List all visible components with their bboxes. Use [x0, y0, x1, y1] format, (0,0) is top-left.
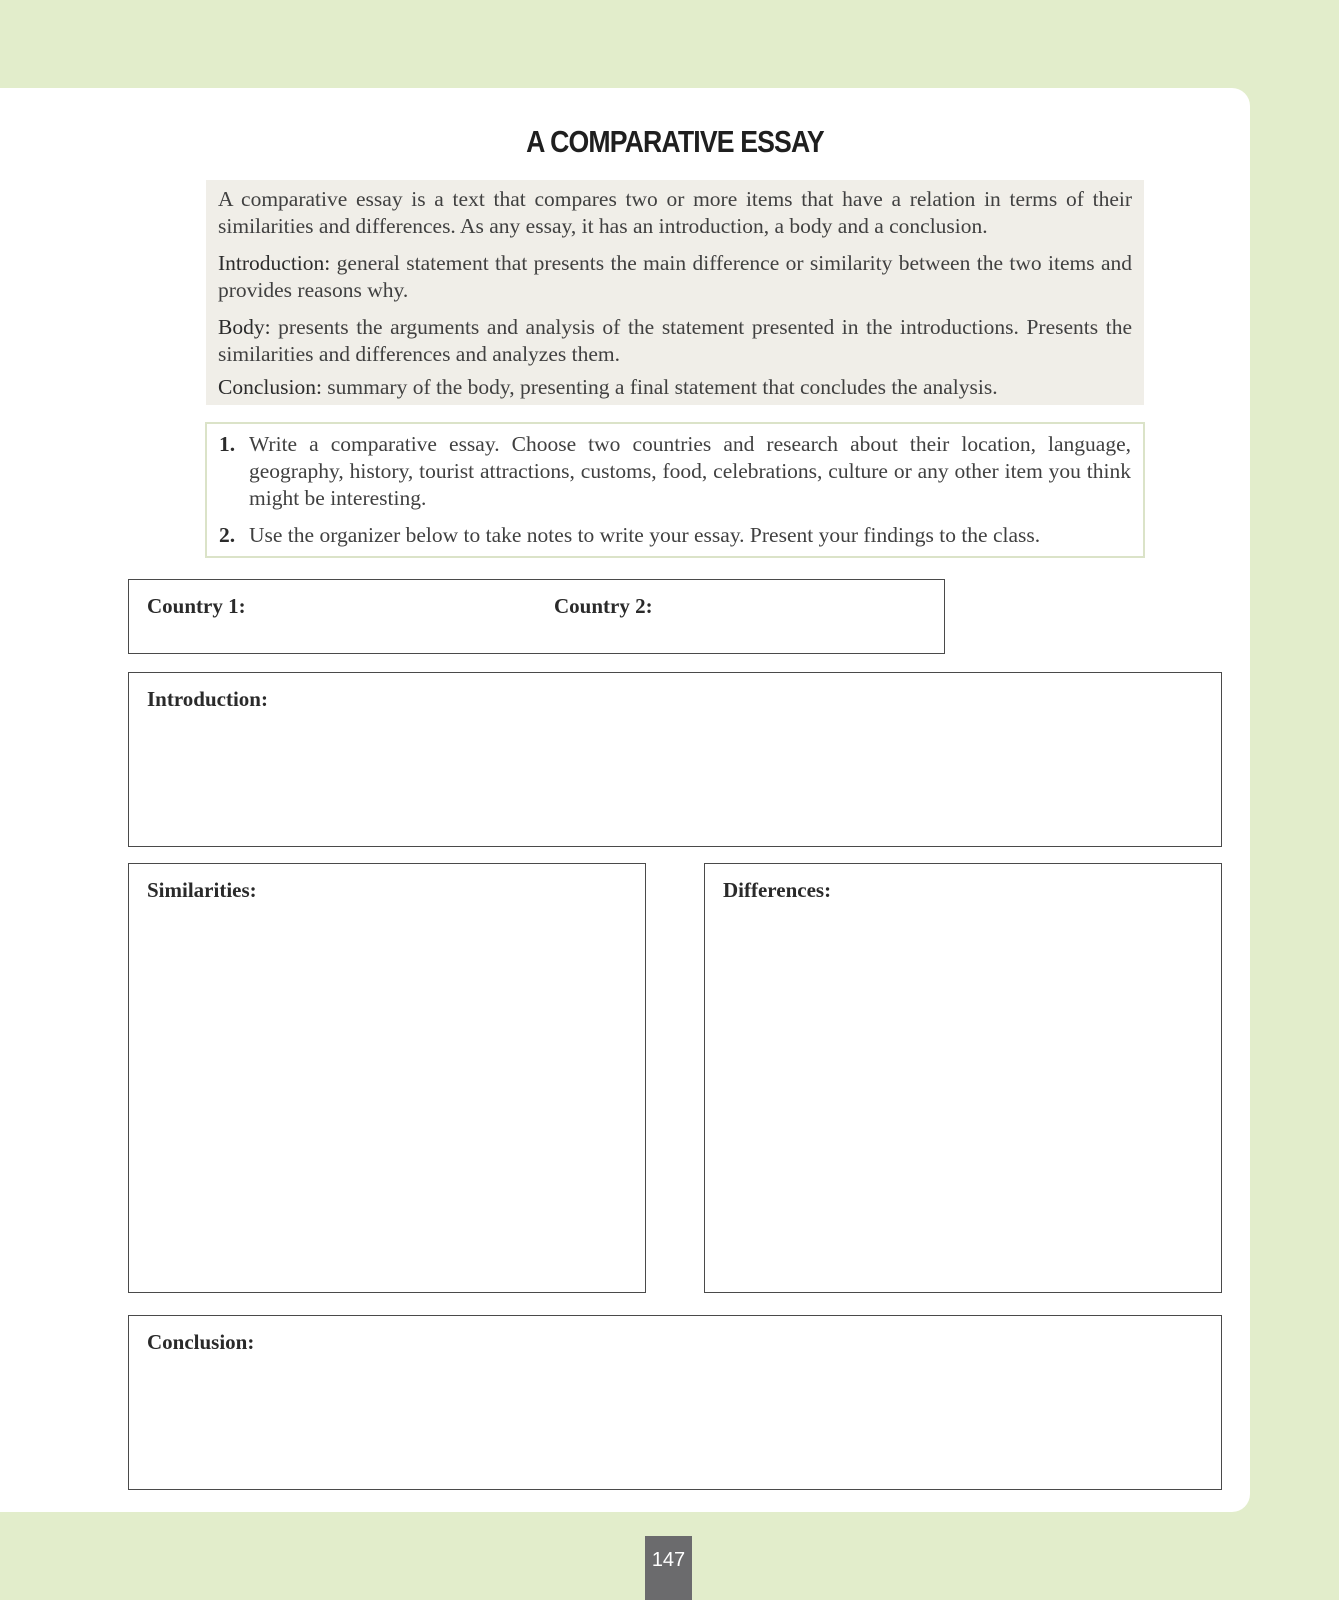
definition-conclusion	[218, 374, 1132, 401]
task-number: 2.	[219, 523, 236, 547]
definition-box	[206, 180, 1144, 405]
body-description: presents the arguments and analysis of the statement presented in the introductions. Presents the similarities and differences and analyzes them.	[218, 315, 1132, 366]
country-1-label: Country 1:	[147, 594, 246, 618]
body-term: Body:	[218, 315, 271, 339]
similarities-label: Similarities:	[147, 878, 257, 902]
page-title: A COMPARATIVE ESSAY	[526, 124, 824, 159]
task-text: Write a comparative essay. Choose two countries and research about their location, language, geography, history, tourist attractions, customs, food, celebrations, culture or any other item you think might be interesting.	[249, 432, 1131, 510]
tasks-box	[205, 422, 1145, 558]
definition-intro: A comparative essay is a text that compares two or more items that have a relation in terms of their similarities and differences. As any essay, it has an introduction, a body and a conclusion.	[218, 187, 1132, 238]
definition-introduction	[218, 250, 1132, 304]
conclusion-term: Conclusion:	[218, 375, 322, 399]
introduction-description: general statement that presents the main difference or similarity between the two items and provides reasons why.	[218, 251, 1132, 302]
introduction-field[interactable]	[128, 672, 1222, 847]
task-item	[219, 431, 1131, 512]
conclusion-description: summary of the body, presenting a final statement that concludes the analysis.	[321, 375, 998, 399]
task-number: 1.	[219, 432, 236, 456]
conclusion-label: Conclusion:	[147, 1330, 255, 1354]
page-number-badge: 147	[645, 1536, 692, 1600]
introduction-label: Introduction:	[147, 687, 268, 711]
conclusion-field[interactable]	[128, 1315, 1222, 1490]
similarities-field[interactable]	[128, 863, 646, 1293]
country-2-label: Country 2:	[554, 594, 653, 618]
definition-body	[218, 314, 1132, 368]
differences-field[interactable]	[704, 863, 1222, 1293]
introduction-term: Introduction:	[218, 251, 331, 275]
task-text: Use the organizer below to take notes to write your essay. Present your findings to the class.	[249, 523, 1041, 547]
differences-label: Differences:	[723, 878, 832, 902]
countries-field[interactable]	[128, 579, 945, 654]
task-item	[219, 522, 1131, 549]
